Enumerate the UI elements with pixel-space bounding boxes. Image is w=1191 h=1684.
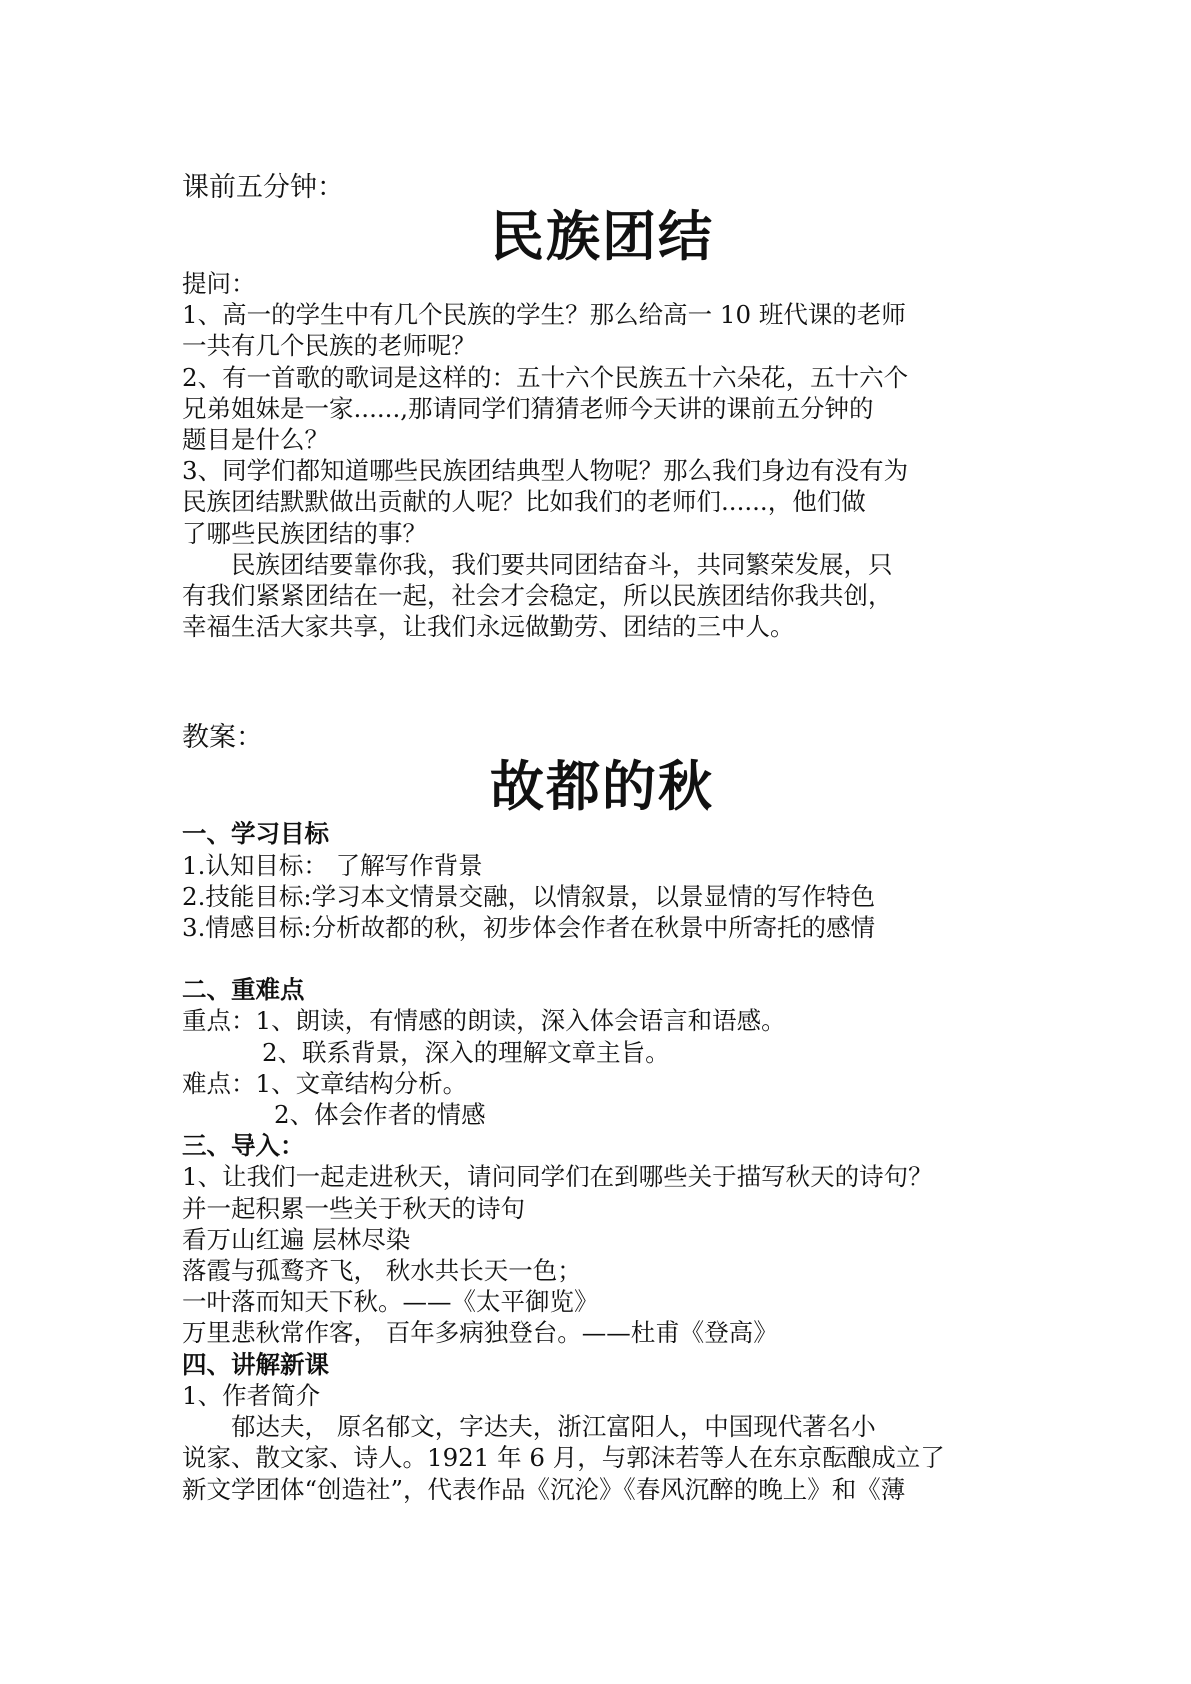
closing-line: 幸福生活大家共享，让我们永远做勤劳、团结的三中人。 [182,612,795,642]
intro-line: 并一起积累一些关于秋天的诗句 [182,1193,525,1223]
key-point-line: 难点：1、文章结构分析。 [182,1068,468,1098]
intro-line: 1、让我们一起走进秋天，请问同学们在到哪些关于描写秋天的诗句？ [182,1162,933,1192]
heading-new-lesson: 四、讲解新课 [182,1349,329,1379]
heading-learning-goals: 一、学习目标 [182,819,329,849]
key-point-line: 2、体会作者的情感 [274,1100,486,1130]
ask-label: 提问： [182,269,256,298]
author-line: 郁达夫， 原名郁文，字达夫，浙江富阳人，中国现代著名小 [231,1412,876,1442]
question-line: 题目是什么？ [182,425,329,455]
poem-line: 看万山红遍 层林尽染 [182,1224,411,1254]
question-line: 一共有几个民族的老师呢？ [182,331,476,361]
closing-line: 有我们紧紧团结在一起，社会才会稳定，所以民族团结你我共创， [182,581,893,611]
question-line: 1、高一的学生中有几个民族的学生？那么给高一 10 班代课的老师 [182,300,906,330]
poem-line: 一叶落而知天下秋。——《太平御览》 [182,1287,599,1317]
heading-introduction: 三、导入： [182,1131,305,1161]
section-label-pre-class: 课前五分钟： [182,172,344,203]
author-line: 新文学团体“创造社”，代表作品《沉沦》《春风沉醉的晚上》和《薄 [182,1474,906,1504]
key-point-line: 重点：1、朗读，有情感的朗读，深入体会语言和语感。 [182,1006,786,1036]
goal-line: 1.认知目标： 了解写作背景 [182,850,483,880]
goal-line: 2.技能目标:学习本文情景交融，以情叙景，以景显情的写作特色 [182,881,876,911]
section-label-lesson-plan: 教案： [182,722,263,754]
question-line: 兄弟姐妹是一家......,那请同学们猜猜老师今天讲的课前五分钟的 [182,393,874,423]
question-line: 2、有一首歌的歌词是这样的：五十六个民族五十六朵花，五十六个 [182,362,909,392]
closing-paragraph [182,549,1022,643]
question-line: 3、同学们都知道哪些民族团结典型人物呢？那么我们身边有没有为 [182,456,909,486]
author-line: 说家、散文家、诗人。1921 年 6 月，与郭沫若等人在东京酝酿成立了 [182,1443,945,1473]
question-line: 了哪些民族团结的事？ [182,518,427,548]
title-ethnic-unity: 民族团结 [490,205,714,268]
question-line: 民族团结默默做出贡献的人呢？比如我们的老师们......，他们做 [182,487,866,517]
poem-line: 落霞与孤鹜齐飞， 秋水共长天一色； [182,1256,582,1286]
goal-line: 3.情感目标:分析故都的秋，初步体会作者在秋景中所寄托的感情 [182,913,876,943]
poem-line: 万里悲秋常作客， 百年多病独登台。——杜甫《登高》 [182,1318,778,1348]
page-content [182,170,1022,1505]
question-list [182,299,1022,549]
closing-line: 民族团结要靠你我，我们要共同团结奋斗，共同繁荣发展，只 [231,549,893,579]
heading-key-points: 二、重难点 [182,975,305,1005]
title-autumn-in-old-capital: 故都的秋 [490,755,714,819]
key-point-line: 2、联系背景，深入的理解文章主旨。 [262,1037,670,1067]
subheading-author-intro: 1、作者简介 [182,1380,321,1410]
